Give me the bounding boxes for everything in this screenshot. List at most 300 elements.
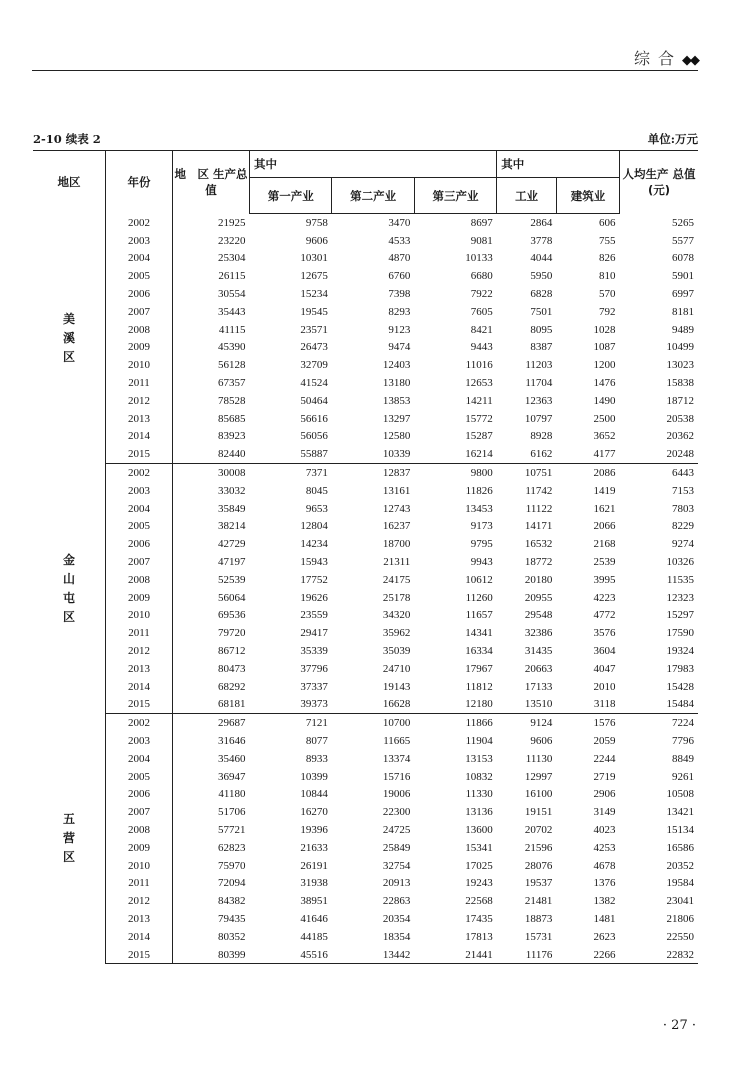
cell-primary: 37796	[300, 662, 328, 675]
table-row	[33, 892, 698, 910]
cell-tertiary: 9443	[470, 341, 493, 354]
table-body	[33, 214, 698, 964]
cell-tertiary: 9081	[470, 234, 493, 247]
cell-construction: 3149	[593, 806, 616, 819]
cell-industry: 10797	[524, 412, 553, 425]
table-row	[33, 874, 698, 892]
cell-tertiary: 13136	[465, 806, 493, 819]
cell-secondary: 22863	[382, 895, 411, 908]
cell-year: 2010	[106, 356, 173, 374]
cell-gdp: 56064	[218, 591, 246, 604]
cell-secondary: 20354	[382, 912, 411, 925]
cell-tertiary: 19243	[465, 877, 493, 890]
gdp-table	[33, 150, 698, 964]
cell-year: 2007	[106, 553, 173, 571]
header-construction: 建筑业	[556, 178, 619, 214]
cell-per-capita: 21806	[666, 912, 694, 925]
cell-gdp: 45390	[218, 341, 246, 354]
cell-per-capita: 20352	[666, 859, 694, 872]
cell-primary: 9606	[305, 234, 328, 247]
cell-year: 2003	[106, 732, 173, 750]
cell-industry: 31435	[524, 645, 553, 658]
cell-construction: 4023	[593, 823, 616, 836]
cell-construction: 1376	[593, 877, 616, 890]
cell-tertiary: 13153	[465, 752, 493, 765]
cell-construction: 1419	[593, 484, 616, 497]
cell-primary: 10844	[300, 788, 328, 801]
cell-year: 2014	[106, 928, 173, 946]
table-row	[33, 928, 698, 946]
cell-year: 2003	[106, 232, 173, 250]
cell-year: 2007	[106, 303, 173, 321]
cell-per-capita: 5577	[672, 234, 694, 247]
cell-per-capita: 10326	[666, 556, 694, 569]
page-number: · 27 ·	[662, 1018, 696, 1033]
cell-industry: 9606	[530, 735, 553, 747]
cell-tertiary: 9173	[470, 520, 493, 533]
cell-tertiary: 11016	[465, 359, 493, 372]
cell-year: 2012	[106, 392, 173, 410]
cell-primary: 50464	[300, 394, 328, 407]
cell-construction: 2059	[593, 735, 616, 747]
cell-per-capita: 15134	[666, 823, 694, 836]
cell-primary: 32709	[300, 359, 328, 372]
cell-secondary: 16237	[382, 520, 411, 533]
cell-secondary: 18700	[382, 538, 411, 551]
cell-construction: 2010	[593, 680, 616, 693]
cell-secondary: 13374	[382, 752, 411, 765]
cell-primary: 15234	[300, 288, 328, 301]
table-row	[33, 910, 698, 928]
header-group2: 其中	[497, 151, 620, 178]
cell-per-capita: 6997	[672, 288, 694, 301]
cell-tertiary: 10133	[465, 252, 493, 265]
cell-year: 2002	[106, 714, 173, 732]
cell-industry: 11704	[525, 377, 553, 390]
cell-secondary: 10339	[332, 445, 414, 463]
cell-per-capita: 9261	[672, 770, 694, 783]
cell-secondary: 3470	[388, 216, 411, 229]
cell-construction: 1476	[593, 377, 616, 390]
cell-primary: 12675	[300, 270, 328, 283]
cell-gdp: 62823	[218, 841, 246, 854]
cell-gdp: 75970	[218, 859, 246, 872]
cell-construction: 1490	[593, 394, 616, 407]
cell-primary: 37337	[300, 680, 328, 693]
cell-per-capita: 5265	[672, 216, 694, 229]
table-row	[33, 571, 698, 589]
cell-industry: 20955	[524, 591, 553, 604]
cell-gdp: 80352	[218, 930, 246, 943]
cell-primary: 19545	[300, 305, 328, 318]
cell-tertiary: 14211	[465, 394, 493, 407]
cell-per-capita: 18712	[666, 394, 694, 407]
cell-secondary: 12837	[382, 467, 411, 480]
cell-per-capita: 7153	[672, 484, 694, 497]
cell-year: 2015	[106, 696, 173, 714]
cell-gdp: 38214	[218, 520, 246, 533]
cell-primary: 12804	[300, 520, 328, 533]
cell-per-capita: 19324	[666, 645, 694, 658]
cell-secondary: 13297	[382, 412, 411, 425]
cell-secondary: 13853	[382, 394, 411, 407]
diamond-ornament-icon: ◆◆	[682, 53, 698, 68]
cell-per-capita: 17590	[666, 627, 694, 640]
cell-industry: 20180	[524, 573, 553, 586]
cell-construction: 606	[599, 216, 616, 229]
cell-construction: 2066	[593, 520, 616, 533]
table-row	[33, 410, 698, 428]
cell-year: 2007	[106, 803, 173, 821]
cell-tertiary: 22568	[465, 895, 493, 908]
cell-gdp: 85685	[218, 412, 246, 425]
header-secondary: 第二产业	[332, 178, 414, 214]
table-row	[33, 500, 698, 518]
header-tertiary: 第三产业	[414, 178, 496, 214]
cell-primary: 23559	[300, 609, 328, 622]
cell-industry: 8387	[530, 341, 553, 354]
cell-primary: 41524	[300, 377, 328, 390]
cell-year: 2002	[106, 464, 173, 482]
cell-year: 2012	[106, 642, 173, 660]
cell-industry: 18873	[524, 912, 553, 925]
cell-year: 2006	[106, 535, 173, 553]
table-row	[33, 535, 698, 553]
cell-secondary: 11665	[383, 735, 411, 747]
cell-construction: 2086	[593, 467, 616, 480]
cell-primary: 9653	[305, 502, 328, 515]
region-name	[33, 214, 106, 464]
cell-secondary: 12403	[382, 359, 411, 372]
cell-secondary: 12743	[382, 502, 411, 515]
table-row	[33, 518, 698, 536]
cell-year: 2009	[106, 589, 173, 607]
cell-gdp: 30008	[218, 467, 246, 480]
cell-secondary: 19006	[382, 788, 411, 801]
table-caption: 2-10 续表 2	[33, 132, 101, 146]
cell-gdp: 25304	[218, 252, 246, 265]
region-label: 金山屯区	[62, 552, 75, 624]
cell-industry: 2864	[530, 216, 553, 229]
cell-gdp: 51706	[218, 806, 246, 819]
cell-tertiary: 10612	[465, 573, 493, 586]
cell-secondary: 24175	[382, 573, 411, 586]
cell-construction: 1382	[593, 895, 616, 908]
cell-per-capita: 15838	[666, 377, 694, 390]
cell-year: 2005	[106, 267, 173, 285]
cell-per-capita: 9489	[672, 323, 694, 336]
cell-secondary: 35039	[382, 645, 411, 658]
cell-construction: 4177	[556, 445, 619, 463]
table-row	[33, 642, 698, 660]
table-row	[33, 267, 698, 285]
cell-primary: 15943	[300, 556, 328, 569]
cell-construction: 3118	[556, 696, 619, 714]
cell-tertiary: 21441	[414, 946, 496, 964]
cell-year: 2005	[106, 518, 173, 536]
cell-per-capita: 7803	[672, 502, 694, 515]
cell-gdp: 68292	[218, 680, 246, 693]
cell-industry: 14171	[524, 520, 553, 533]
cell-gdp: 84382	[218, 895, 246, 908]
cell-gdp: 68181	[173, 696, 250, 714]
cell-industry: 3778	[530, 234, 553, 247]
cell-gdp: 23220	[218, 234, 246, 247]
cell-industry: 6828	[530, 288, 553, 301]
table-row	[33, 464, 698, 482]
cell-per-capita: 5901	[672, 270, 694, 283]
cell-year: 2015	[106, 445, 173, 463]
cell-industry: 28076	[524, 859, 553, 872]
table-row	[33, 250, 698, 268]
cell-industry: 8928	[530, 430, 553, 443]
cell-industry: 6162	[497, 445, 557, 463]
cell-primary: 56616	[300, 412, 328, 425]
cell-tertiary: 13600	[465, 823, 493, 836]
table-row	[33, 660, 698, 678]
cell-construction: 2244	[593, 752, 616, 765]
cell-industry: 11130	[525, 752, 553, 765]
table-row	[33, 482, 698, 500]
cell-construction: 1200	[593, 359, 616, 372]
cell-gdp: 82440	[173, 445, 250, 463]
cell-per-capita: 22832	[620, 946, 699, 964]
table-row	[33, 946, 698, 964]
cell-year: 2004	[106, 250, 173, 268]
cell-industry: 11742	[525, 484, 553, 497]
cell-per-capita: 16586	[666, 841, 694, 854]
cell-year: 2006	[106, 285, 173, 303]
cell-primary: 39373	[250, 696, 332, 714]
cell-industry: 20702	[524, 823, 553, 836]
cell-primary: 44185	[300, 930, 328, 943]
cell-primary: 14234	[300, 538, 328, 551]
cell-year: 2003	[106, 482, 173, 500]
cell-tertiary: 12180	[414, 696, 496, 714]
cell-per-capita: 6443	[672, 467, 694, 480]
cell-per-capita: 15484	[620, 696, 699, 714]
cell-industry: 16100	[524, 788, 553, 801]
cell-year: 2009	[106, 839, 173, 857]
cell-industry: 17133	[524, 680, 553, 693]
unit-label: 单位:万元	[647, 132, 698, 146]
cell-construction: 2623	[593, 930, 616, 943]
cell-secondary: 21311	[383, 556, 411, 569]
cell-gdp: 31646	[218, 735, 246, 747]
cell-industry: 18772	[524, 556, 553, 569]
cell-per-capita: 8229	[672, 520, 694, 533]
cell-gdp: 86712	[218, 645, 246, 658]
table-row	[33, 732, 698, 750]
cell-industry: 11176	[497, 946, 557, 964]
region-label: 五营区	[62, 812, 75, 865]
cell-construction: 3604	[593, 645, 616, 658]
cell-construction: 2906	[593, 788, 616, 801]
cell-gdp: 26115	[218, 270, 246, 283]
cell-construction: 4223	[593, 591, 616, 604]
cell-year: 2011	[106, 624, 173, 642]
cell-tertiary: 15287	[465, 430, 493, 443]
cell-secondary: 13161	[382, 484, 411, 497]
table-row	[33, 339, 698, 357]
cell-secondary: 24710	[382, 662, 411, 675]
cell-construction: 1621	[593, 502, 616, 515]
cell-secondary: 10700	[382, 717, 411, 730]
cell-industry: 29548	[524, 609, 553, 622]
cell-secondary: 8293	[388, 305, 411, 318]
cell-gdp: 21925	[218, 216, 246, 229]
cell-secondary: 25849	[382, 841, 411, 854]
table-row	[33, 607, 698, 625]
cell-construction: 2266	[556, 946, 619, 964]
header-region: 地区	[33, 151, 106, 214]
cell-year: 2009	[106, 339, 173, 357]
table-row	[33, 786, 698, 804]
cell-primary: 8077	[305, 735, 328, 747]
cell-industry: 20663	[524, 662, 553, 675]
cell-gdp: 78528	[218, 394, 246, 407]
cell-tertiary: 11260	[465, 591, 493, 604]
cell-tertiary: 17813	[465, 930, 493, 943]
cell-secondary: 9123	[388, 323, 411, 336]
cell-tertiary: 11866	[465, 717, 493, 730]
cell-primary: 8933	[305, 752, 328, 765]
region-label: 美溪区	[62, 312, 75, 365]
cell-per-capita: 6078	[672, 252, 694, 265]
cell-primary: 19396	[300, 823, 328, 836]
cell-tertiary: 13453	[465, 502, 493, 515]
cell-industry: 19537	[524, 877, 553, 890]
cell-tertiary: 16214	[414, 445, 496, 463]
cell-primary: 31938	[300, 877, 328, 890]
cell-industry: 16532	[524, 538, 553, 551]
cell-construction: 2539	[593, 556, 616, 569]
cell-year: 2008	[106, 821, 173, 839]
cell-primary: 23571	[300, 323, 328, 336]
table-row	[33, 232, 698, 250]
cell-industry: 5950	[530, 270, 553, 283]
cell-secondary: 13180	[382, 377, 411, 390]
cell-primary: 26191	[300, 859, 328, 872]
cell-primary: 8045	[305, 484, 328, 497]
cell-year: 2004	[106, 500, 173, 518]
cell-secondary: 16628	[332, 696, 414, 714]
cell-industry: 21596	[524, 841, 553, 854]
table-row	[33, 553, 698, 571]
cell-primary: 35339	[300, 645, 328, 658]
cell-per-capita: 20362	[666, 430, 694, 443]
cell-gdp: 79435	[218, 912, 246, 925]
cell-tertiary: 17967	[465, 662, 493, 675]
cell-tertiary: 8697	[470, 216, 493, 229]
cell-secondary: 6760	[388, 270, 411, 283]
header-industry: 工业	[497, 178, 557, 214]
cell-secondary: 25178	[382, 591, 411, 604]
cell-gdp: 67357	[218, 377, 246, 390]
cell-construction: 1481	[593, 912, 616, 925]
cell-industry: 11203	[525, 359, 553, 372]
cell-construction: 826	[599, 252, 616, 265]
cell-construction: 792	[599, 305, 616, 318]
cell-per-capita: 22550	[666, 930, 694, 943]
header-group1: 其中	[250, 151, 497, 178]
cell-gdp: 79720	[218, 627, 246, 640]
cell-primary: 38951	[300, 895, 328, 908]
table-row	[33, 392, 698, 410]
cell-construction: 4772	[593, 609, 616, 622]
cell-year: 2011	[106, 374, 173, 392]
cell-gdp: 35460	[218, 752, 246, 765]
region-name	[33, 464, 106, 714]
cell-industry: 8095	[530, 323, 553, 336]
cell-year: 2014	[106, 678, 173, 696]
cell-primary: 7121	[305, 717, 328, 730]
cell-year: 2014	[106, 428, 173, 446]
cell-year: 2010	[106, 857, 173, 875]
cell-gdp: 52539	[218, 573, 246, 586]
cell-primary: 17752	[300, 573, 328, 586]
cell-tertiary: 11812	[465, 680, 493, 693]
header-primary: 第一产业	[250, 178, 332, 214]
cell-primary: 21633	[300, 841, 328, 854]
cell-industry: 12363	[524, 394, 553, 407]
cell-industry: 10751	[524, 467, 553, 480]
cell-primary: 55887	[250, 445, 332, 463]
cell-construction: 1028	[593, 323, 616, 336]
cell-gdp: 57721	[218, 823, 246, 836]
cell-gdp: 35849	[218, 502, 246, 515]
cell-primary: 41646	[300, 912, 328, 925]
cell-per-capita: 19584	[666, 877, 694, 890]
cell-per-capita: 12323	[666, 591, 694, 604]
table-row	[33, 321, 698, 339]
cell-construction: 3995	[593, 573, 616, 586]
header-year: 年份	[106, 151, 173, 214]
region-name	[33, 714, 106, 964]
cell-per-capita: 15428	[666, 680, 694, 693]
cell-industry: 7501	[530, 305, 553, 318]
cell-per-capita: 8181	[672, 305, 694, 318]
cell-secondary: 13442	[332, 946, 414, 964]
cell-per-capita: 15297	[666, 609, 694, 622]
cell-tertiary: 9795	[470, 538, 493, 551]
cell-secondary: 4870	[388, 252, 411, 265]
cell-industry: 9124	[530, 717, 553, 730]
cell-per-capita: 20248	[620, 445, 699, 463]
cell-tertiary: 17435	[465, 912, 493, 925]
table-row	[33, 839, 698, 857]
cell-tertiary: 10832	[465, 770, 493, 783]
cell-industry: 4044	[530, 252, 553, 265]
cell-gdp: 33032	[218, 484, 246, 497]
cell-per-capita: 9274	[672, 538, 694, 551]
cell-per-capita: 13421	[666, 806, 694, 819]
cell-secondary: 35962	[382, 627, 411, 640]
cell-year: 2006	[106, 786, 173, 804]
running-head	[32, 46, 698, 71]
cell-industry: 19151	[524, 806, 553, 819]
cell-gdp: 42729	[218, 538, 246, 551]
cell-gdp: 30554	[218, 288, 246, 301]
table-row	[33, 857, 698, 875]
cell-gdp: 69536	[218, 609, 246, 622]
cell-year: 2005	[106, 768, 173, 786]
cell-secondary: 19143	[382, 680, 411, 693]
cell-secondary: 9474	[388, 341, 411, 354]
cell-secondary: 22300	[382, 806, 411, 819]
cell-secondary: 18354	[382, 930, 411, 943]
cell-industry: 13510	[497, 696, 557, 714]
